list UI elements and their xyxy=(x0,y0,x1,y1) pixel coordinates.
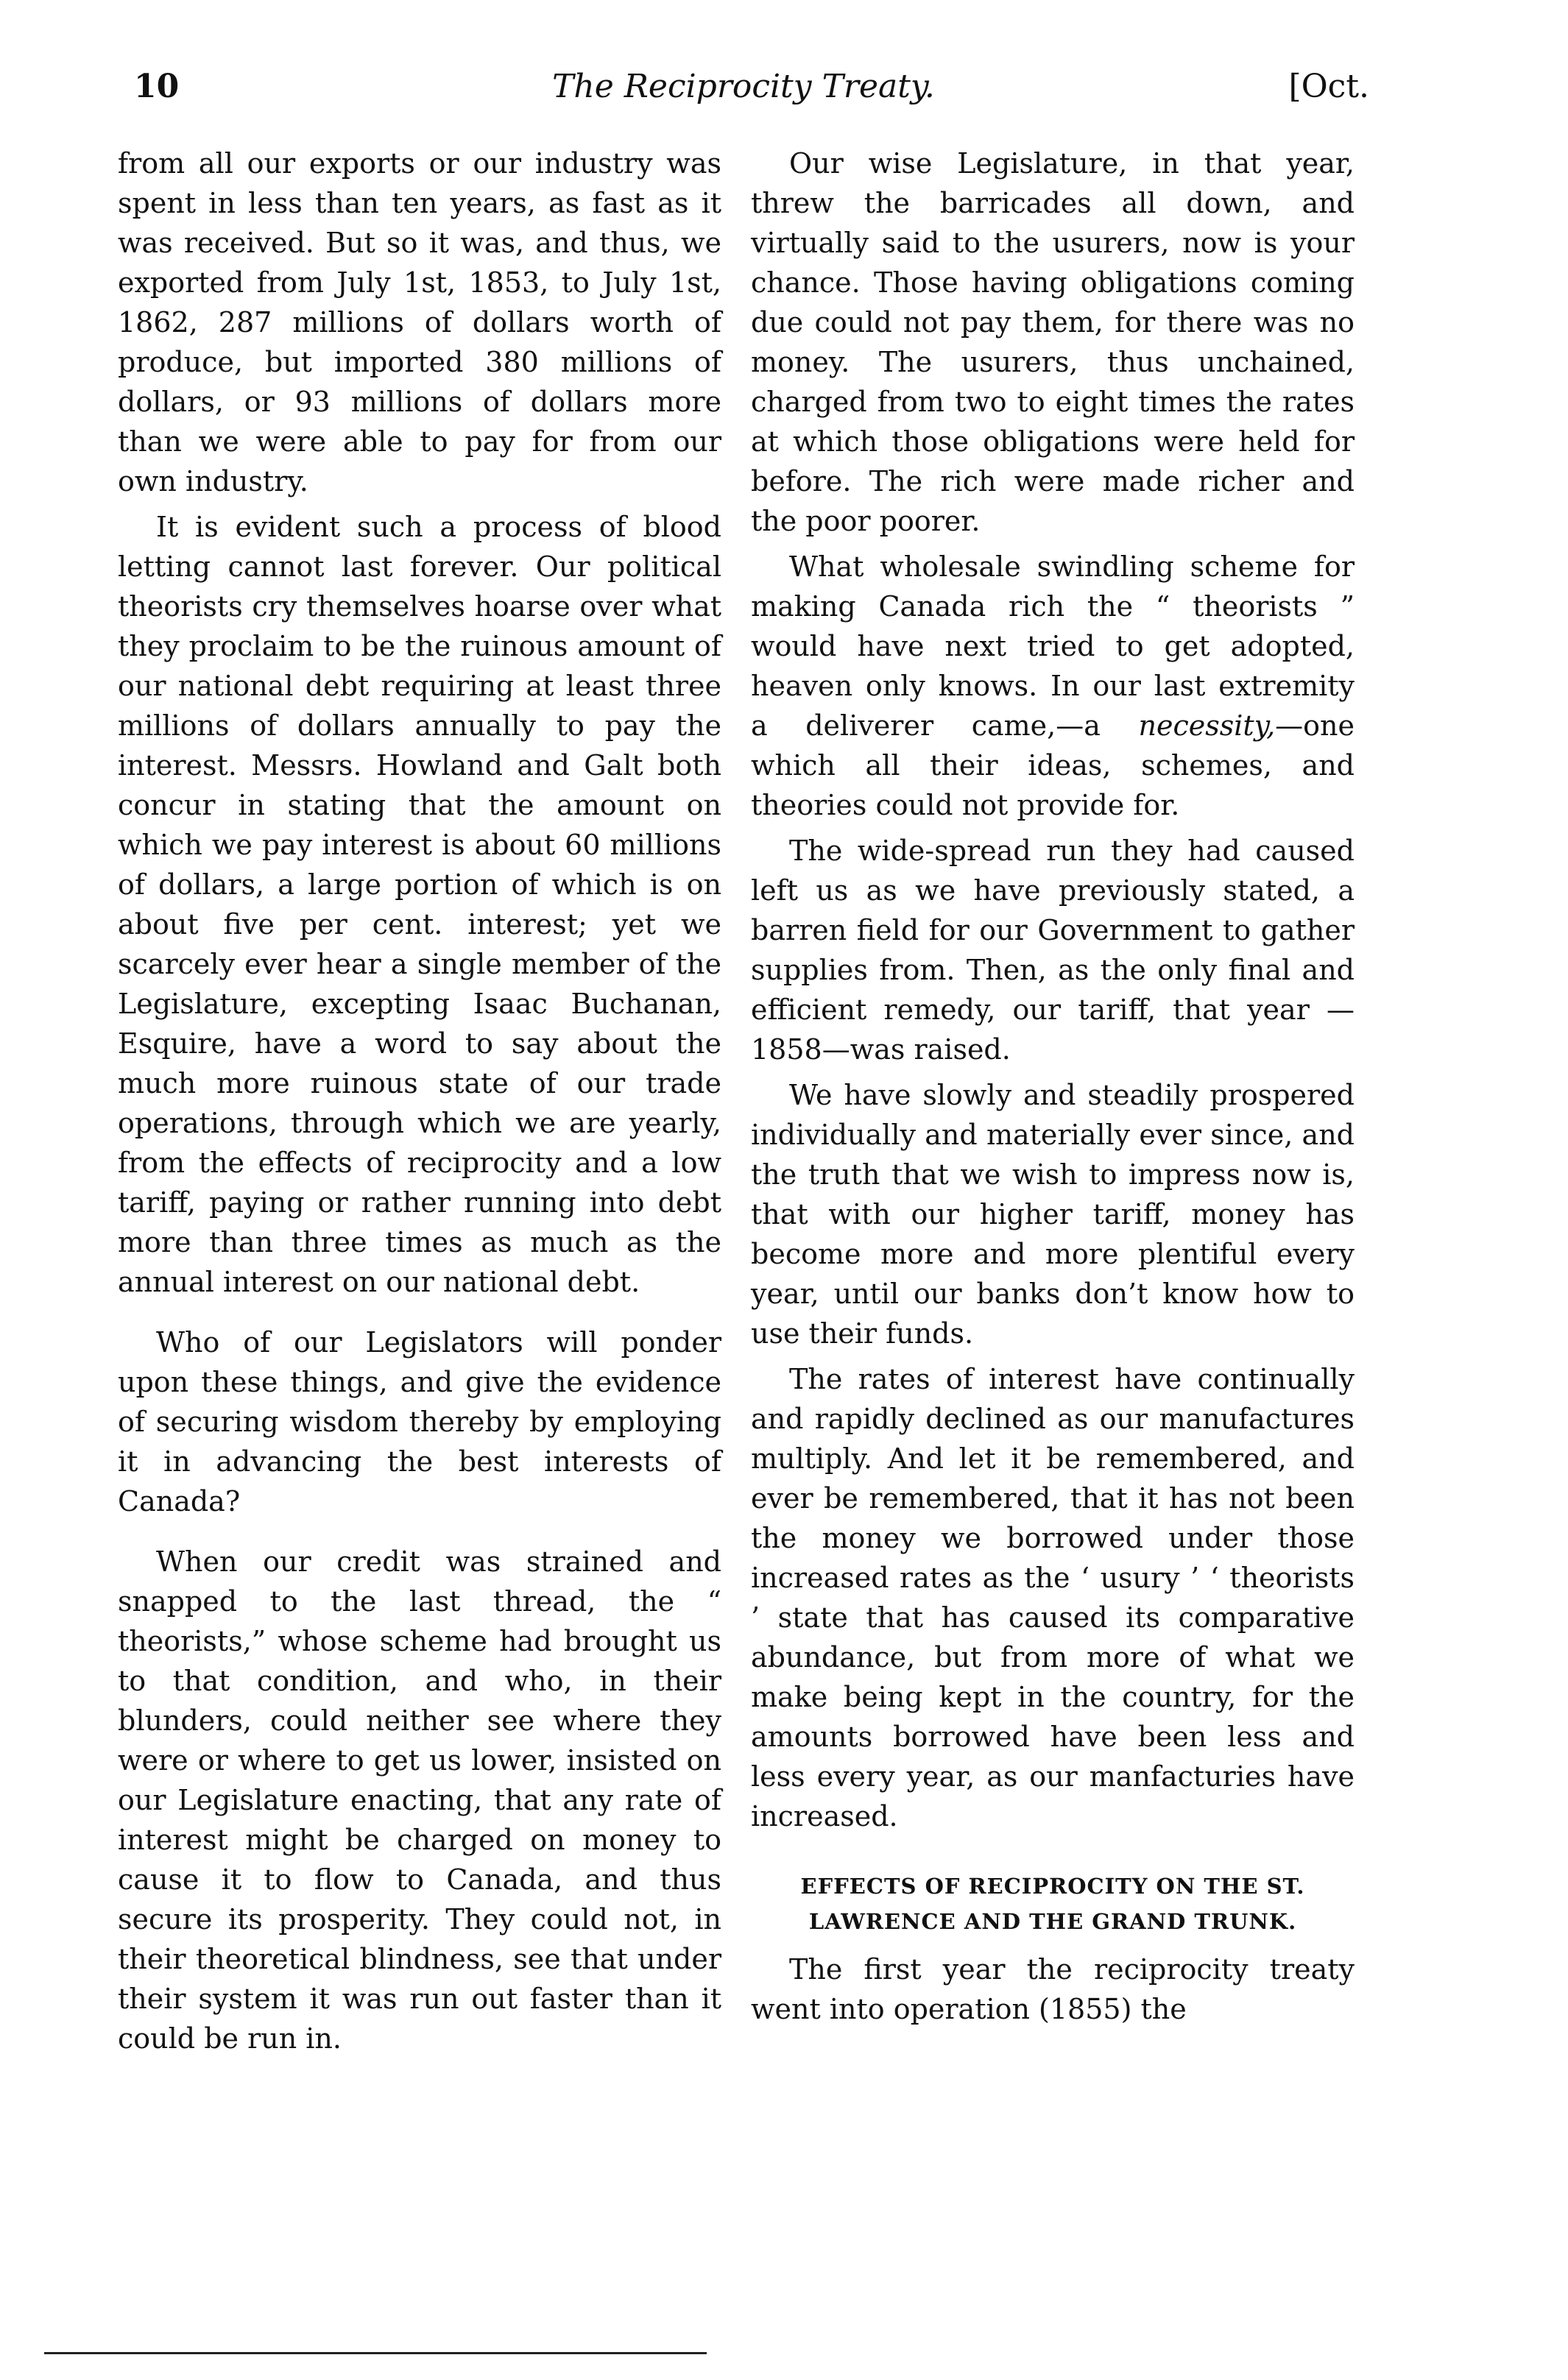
paragraph-text: —one which all their ideas, schemes, and theories could not provide for. xyxy=(751,709,1355,821)
page-number: 10 xyxy=(134,68,180,105)
paragraph: from all our exports or our industry was spent in less than ten years, as fast as it was received. But so it was, and thus, we exported from July 1st, 1853, to July 1st, 1862, 287 millions of dollars worth of produce, but imported 380 millions of dollars, or 93 millions of dollars more than we were able to pay for from our own industry. xyxy=(118,147,721,497)
left-column xyxy=(118,144,721,2064)
running-title: The Reciprocity Treaty. xyxy=(552,68,935,105)
paragraph: Who of our Legislators will ponder upon these things, and give the evidence of securing wisdom thereby by employing it in advancing the best interests of Canada? xyxy=(118,1326,721,1517)
section-heading: EFFECTS OF RECIPROCITY ON THE ST. LAWRENCE AND THE GRAND TRUNK. xyxy=(800,1874,1305,1934)
paragraph: We have slowly and steadily prospered individually and materially ever since, and the truth that we wish to impress now is, that with our higher tariff, money has become more and more plentiful every year, until our banks don’t know how to use their funds. xyxy=(751,1079,1355,1350)
paragraph: The rates of interest have continually and rapidly declined as our manufactures multiply. And let it be remembered, and ever be remembered, that it has not been the money we borrowed under those increased rates as the ‘ usury ’ ‘ theorists ’ state that has caused its comparative abundance, but from more of what we make being kept in the country, for the amounts borrowed have been less and less every year, as our manfacturies have increased. xyxy=(751,1363,1355,1832)
header-month: [Oct. xyxy=(1288,68,1369,105)
paragraph: It is evident such a process of blood letting cannot last forever. Our political theorists cry themselves hoarse over what they proclaim to be the ruinous amount of our national debt requiring at least three millions of dollars annually to pay the interest. Messrs. Howland and Galt both concur in stating that the amount on which we pay interest is about 60 millions of dollars, a large portion of which is on about five per cent. interest; yet we scarcely ever hear a single member of the Legislature, excepting Isaac Buchanan, Esquire, have a word to say about the much more ruinous state of our trade operations, through which we are yearly, from the effects of reciprocity and a low tariff, paying or rather running into debt more than three times as much as the annual interest on our national debt. xyxy=(118,511,721,1298)
bottom-rule xyxy=(44,2352,707,2354)
paragraph xyxy=(751,547,1355,825)
right-column xyxy=(751,144,1355,2035)
paragraph-text: What wholesale swindling scheme for making Canada rich the “ theorists ” would have next tried to get adopted, heaven only knows. In our last extremity a deliverer came,—a xyxy=(751,550,1355,742)
italic-word: necessity, xyxy=(1138,709,1276,742)
paragraph: The first year the reciprocity treaty went into operation (1855) the xyxy=(751,1953,1355,2025)
page-header xyxy=(118,68,1369,119)
paragraph: When our credit was strained and snapped to the last thread, the “ theorists,” whose scheme had brought us to that condition, and who, in their blunders, could neither see where they were or where to get us lower, insisted on our Legislature enacting, that any rate of interest might be charged on money to cause it to flow to Canada, and thus secure its prosperity. They could not, in their theoretical blindness, see that under their system it was run out faster than it could be run in. xyxy=(118,1545,721,2055)
paragraph: The wide-spread run they had caused left us as we have previously stated, a barren field for our Government to gather supplies from. Then, as the only final and efficient remedy, our tariff, that year — 1858—was raised. xyxy=(751,835,1355,1066)
paragraph: Our wise Legislature, in that year, threw the barricades all down, and virtually said to the usurers, now is your chance. Those having obligations coming due could not pay them, for there was no money. The usurers, thus unchained, charged from two to eight times the rates at which those obligations were held for before. The rich were made richer and the poor poorer. xyxy=(751,147,1355,537)
